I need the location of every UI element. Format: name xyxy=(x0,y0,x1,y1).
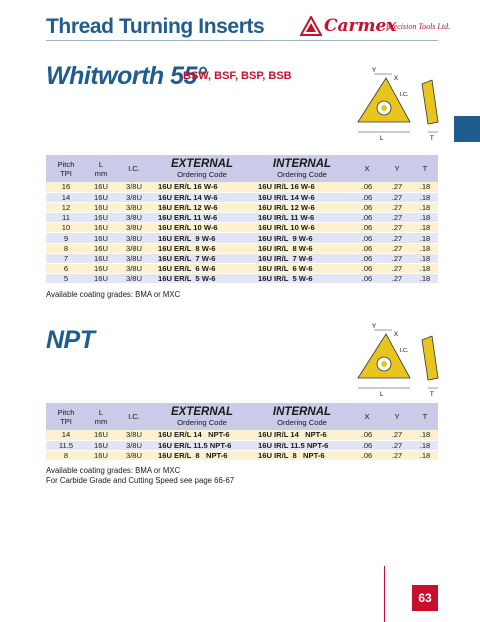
cell-y: .27 xyxy=(382,213,412,223)
cell-t: .18 xyxy=(412,233,438,243)
cell-x: .06 xyxy=(352,192,382,202)
cell-internal-code: 16U IR/L 5 W-6 xyxy=(252,274,352,284)
whitworth-insert-drawing xyxy=(350,66,448,146)
npt-table xyxy=(46,403,438,461)
table-row xyxy=(46,213,438,223)
table-row xyxy=(46,440,438,450)
cell-internal-code: 16U IR/L 11 W-6 xyxy=(252,213,352,223)
npt-insert-drawing xyxy=(350,322,448,402)
cell-t: .18 xyxy=(412,213,438,223)
page-title: Thread Turning Inserts xyxy=(46,15,265,38)
cell-t: .18 xyxy=(412,202,438,212)
cell-external-code: 16U ER/L 14 W-6 xyxy=(152,192,252,202)
cell-ic: 3/8U xyxy=(116,274,152,284)
cell-external-code: 16U ER/L 10 W-6 xyxy=(152,223,252,233)
table-row xyxy=(46,253,438,263)
npt-title: NPT xyxy=(46,326,95,354)
cell-pitch: 16 xyxy=(46,182,86,192)
dim-x-label: X xyxy=(394,332,399,338)
cell-pitch: 11.5 xyxy=(46,440,86,450)
cell-y: .27 xyxy=(382,233,412,243)
cell-ic: 3/8U xyxy=(116,192,152,202)
cell-x: .06 xyxy=(352,274,382,284)
whitworth-table xyxy=(46,155,438,284)
cell-internal-code: 16U IR/L 14 NPT-6 xyxy=(252,430,352,440)
cell-ic: 3/8U xyxy=(116,440,152,450)
header-divider xyxy=(46,40,438,41)
cell-external-code: 16U ER/L 11 W-6 xyxy=(152,213,252,223)
dim-t-label: T xyxy=(430,392,434,398)
cell-t: .18 xyxy=(412,243,438,253)
dim-y-label: Y xyxy=(372,324,377,330)
cell-ic: 3/8U xyxy=(116,233,152,243)
cell-pitch: 5 xyxy=(46,274,86,284)
insert-top-view xyxy=(358,78,410,122)
cell-y: .27 xyxy=(382,223,412,233)
header-y: Y xyxy=(382,403,412,430)
cell-l: 16U xyxy=(86,213,116,223)
cell-ic: 3/8U xyxy=(116,202,152,212)
cell-external-code: 16U ER/L 7 W-6 xyxy=(152,253,252,263)
whitworth-subtitle: BSW, BSF, BSP, BSB xyxy=(183,70,292,82)
header-l: L mm xyxy=(86,403,116,430)
insert-side-view xyxy=(422,336,438,380)
cell-internal-code: 16U IR/L 10 W-6 xyxy=(252,223,352,233)
cell-ic: 3/8U xyxy=(116,243,152,253)
dim-l-label: L xyxy=(380,136,384,142)
table-row xyxy=(46,223,438,233)
table-header-row xyxy=(46,403,438,430)
cell-pitch: 8 xyxy=(46,450,86,460)
cell-x: .06 xyxy=(352,264,382,274)
cell-y: .27 xyxy=(382,440,412,450)
table-row xyxy=(46,450,438,460)
cell-t: .18 xyxy=(412,450,438,460)
cell-y: .27 xyxy=(382,450,412,460)
table-row xyxy=(46,182,438,192)
cell-l: 16U xyxy=(86,274,116,284)
cell-l: 16U xyxy=(86,450,116,460)
table-row xyxy=(46,264,438,274)
cell-y: .27 xyxy=(382,253,412,263)
cell-external-code: 16U ER/L 8 NPT-6 xyxy=(152,450,252,460)
cell-l: 16U xyxy=(86,440,116,450)
cell-external-code: 16U ER/L 12 W-6 xyxy=(152,202,252,212)
brand-name: Carmex xyxy=(324,16,397,36)
cell-internal-code: 16U IR/L 8 W-6 xyxy=(252,243,352,253)
table-row xyxy=(46,192,438,202)
cell-x: .06 xyxy=(352,450,382,460)
cell-t: .18 xyxy=(412,264,438,274)
cell-y: .27 xyxy=(382,243,412,253)
cell-pitch: 14 xyxy=(46,430,86,440)
cell-external-code: 16U ER/L 8 W-6 xyxy=(152,243,252,253)
cell-internal-code: 16U IR/L 9 W-6 xyxy=(252,233,352,243)
table-row xyxy=(46,430,438,440)
carmex-logo xyxy=(300,16,460,38)
section-side-tab xyxy=(454,116,480,142)
cell-ic: 3/8U xyxy=(116,213,152,223)
cell-l: 16U xyxy=(86,202,116,212)
cell-external-code: 16U ER/L 16 W-6 xyxy=(152,182,252,192)
cell-internal-code: 16U IR/L 11.5 NPT-6 xyxy=(252,440,352,450)
header-pitch: Pitch TPI xyxy=(46,403,86,430)
header-external: EXTERNAL Ordering Code xyxy=(152,403,252,430)
header-t: T xyxy=(412,155,438,182)
header-external: EXTERNAL Ordering Code xyxy=(152,155,252,182)
cell-pitch: 9 xyxy=(46,233,86,243)
header-ic: I.C. xyxy=(116,155,152,182)
cell-y: .27 xyxy=(382,430,412,440)
cell-internal-code: 16U IR/L 12 W-6 xyxy=(252,202,352,212)
whitworth-coating-note: Available coating grades: BMA or MXC xyxy=(46,290,181,299)
cell-external-code: 16U ER/L 9 W-6 xyxy=(152,233,252,243)
cell-y: .27 xyxy=(382,274,412,284)
cell-x: .06 xyxy=(352,202,382,212)
cell-pitch: 7 xyxy=(46,253,86,263)
page-number: 63 xyxy=(412,585,438,611)
cell-t: .18 xyxy=(412,274,438,284)
dim-l-label: L xyxy=(380,392,384,398)
cell-external-code: 16U ER/L 6 W-6 xyxy=(152,264,252,274)
dim-ic-label: I.C. xyxy=(400,348,409,354)
cell-internal-code: 16U IR/L 14 W-6 xyxy=(252,192,352,202)
cell-pitch: 8 xyxy=(46,243,86,253)
cell-x: .06 xyxy=(352,233,382,243)
cell-x: .06 xyxy=(352,430,382,440)
header-internal: INTERNAL Ordering Code xyxy=(252,403,352,430)
cell-l: 16U xyxy=(86,223,116,233)
header-t: T xyxy=(412,403,438,430)
cell-x: .06 xyxy=(352,223,382,233)
npt-grade-note: For Carbide Grade and Cutting Speed see page 66-67 xyxy=(46,476,235,485)
cell-t: .18 xyxy=(412,182,438,192)
cell-t: .18 xyxy=(412,223,438,233)
page-corner-line xyxy=(384,566,385,622)
table-row xyxy=(46,274,438,284)
cell-l: 16U xyxy=(86,253,116,263)
cell-t: .18 xyxy=(412,440,438,450)
cell-internal-code: 16U IR/L 6 W-6 xyxy=(252,264,352,274)
cell-l: 16U xyxy=(86,233,116,243)
whitworth-title: Whitworth 55° xyxy=(46,62,207,90)
cell-y: .27 xyxy=(382,264,412,274)
dim-t-label: T xyxy=(430,136,434,142)
cell-l: 16U xyxy=(86,430,116,440)
cell-x: .06 xyxy=(352,253,382,263)
cell-ic: 3/8U xyxy=(116,450,152,460)
cell-t: .18 xyxy=(412,192,438,202)
dim-x-label: X xyxy=(394,76,399,82)
insert-top-view xyxy=(358,334,410,378)
header-pitch: Pitch TPI xyxy=(46,155,86,182)
cell-internal-code: 16U IR/L 7 W-6 xyxy=(252,253,352,263)
cell-l: 16U xyxy=(86,192,116,202)
brand-subtitle: Precision Tools Ltd. xyxy=(386,22,451,31)
header-internal: INTERNAL Ordering Code xyxy=(252,155,352,182)
cell-internal-code: 16U IR/L 16 W-6 xyxy=(252,182,352,192)
cell-l: 16U xyxy=(86,182,116,192)
cell-pitch: 14 xyxy=(46,192,86,202)
cell-pitch: 6 xyxy=(46,264,86,274)
cell-internal-code: 16U IR/L 8 NPT-6 xyxy=(252,450,352,460)
cell-x: .06 xyxy=(352,440,382,450)
table-row xyxy=(46,202,438,212)
cell-l: 16U xyxy=(86,243,116,253)
header-y: Y xyxy=(382,155,412,182)
cell-ic: 3/8U xyxy=(116,223,152,233)
cell-external-code: 16U ER/L 5 W-6 xyxy=(152,274,252,284)
cell-y: .27 xyxy=(382,182,412,192)
cell-l: 16U xyxy=(86,264,116,274)
dim-ic-label: I.C. xyxy=(400,92,409,98)
table-header-row xyxy=(46,155,438,182)
cell-t: .18 xyxy=(412,253,438,263)
cell-ic: 3/8U xyxy=(116,182,152,192)
header-x: X xyxy=(352,155,382,182)
header-ic: I.C. xyxy=(116,403,152,430)
cell-t: .18 xyxy=(412,430,438,440)
cell-ic: 3/8U xyxy=(116,264,152,274)
cell-pitch: 12 xyxy=(46,202,86,212)
cell-y: .27 xyxy=(382,202,412,212)
cell-pitch: 10 xyxy=(46,223,86,233)
insert-side-view xyxy=(422,80,438,124)
cell-external-code: 16U ER/L 11.5 NPT-6 xyxy=(152,440,252,450)
carmex-logo-icon xyxy=(300,16,322,36)
cell-external-code: 16U ER/L 14 NPT-6 xyxy=(152,430,252,440)
npt-coating-note: Available coating grades: BMA or MXC xyxy=(46,466,181,475)
table-row xyxy=(46,243,438,253)
cell-x: .06 xyxy=(352,243,382,253)
cell-pitch: 11 xyxy=(46,213,86,223)
cell-y: .27 xyxy=(382,192,412,202)
cell-ic: 3/8U xyxy=(116,253,152,263)
header-l: L mm xyxy=(86,155,116,182)
header-x: X xyxy=(352,403,382,430)
cell-x: .06 xyxy=(352,213,382,223)
cell-x: .06 xyxy=(352,182,382,192)
table-row xyxy=(46,233,438,243)
dim-y-label: Y xyxy=(372,68,377,74)
cell-ic: 3/8U xyxy=(116,430,152,440)
